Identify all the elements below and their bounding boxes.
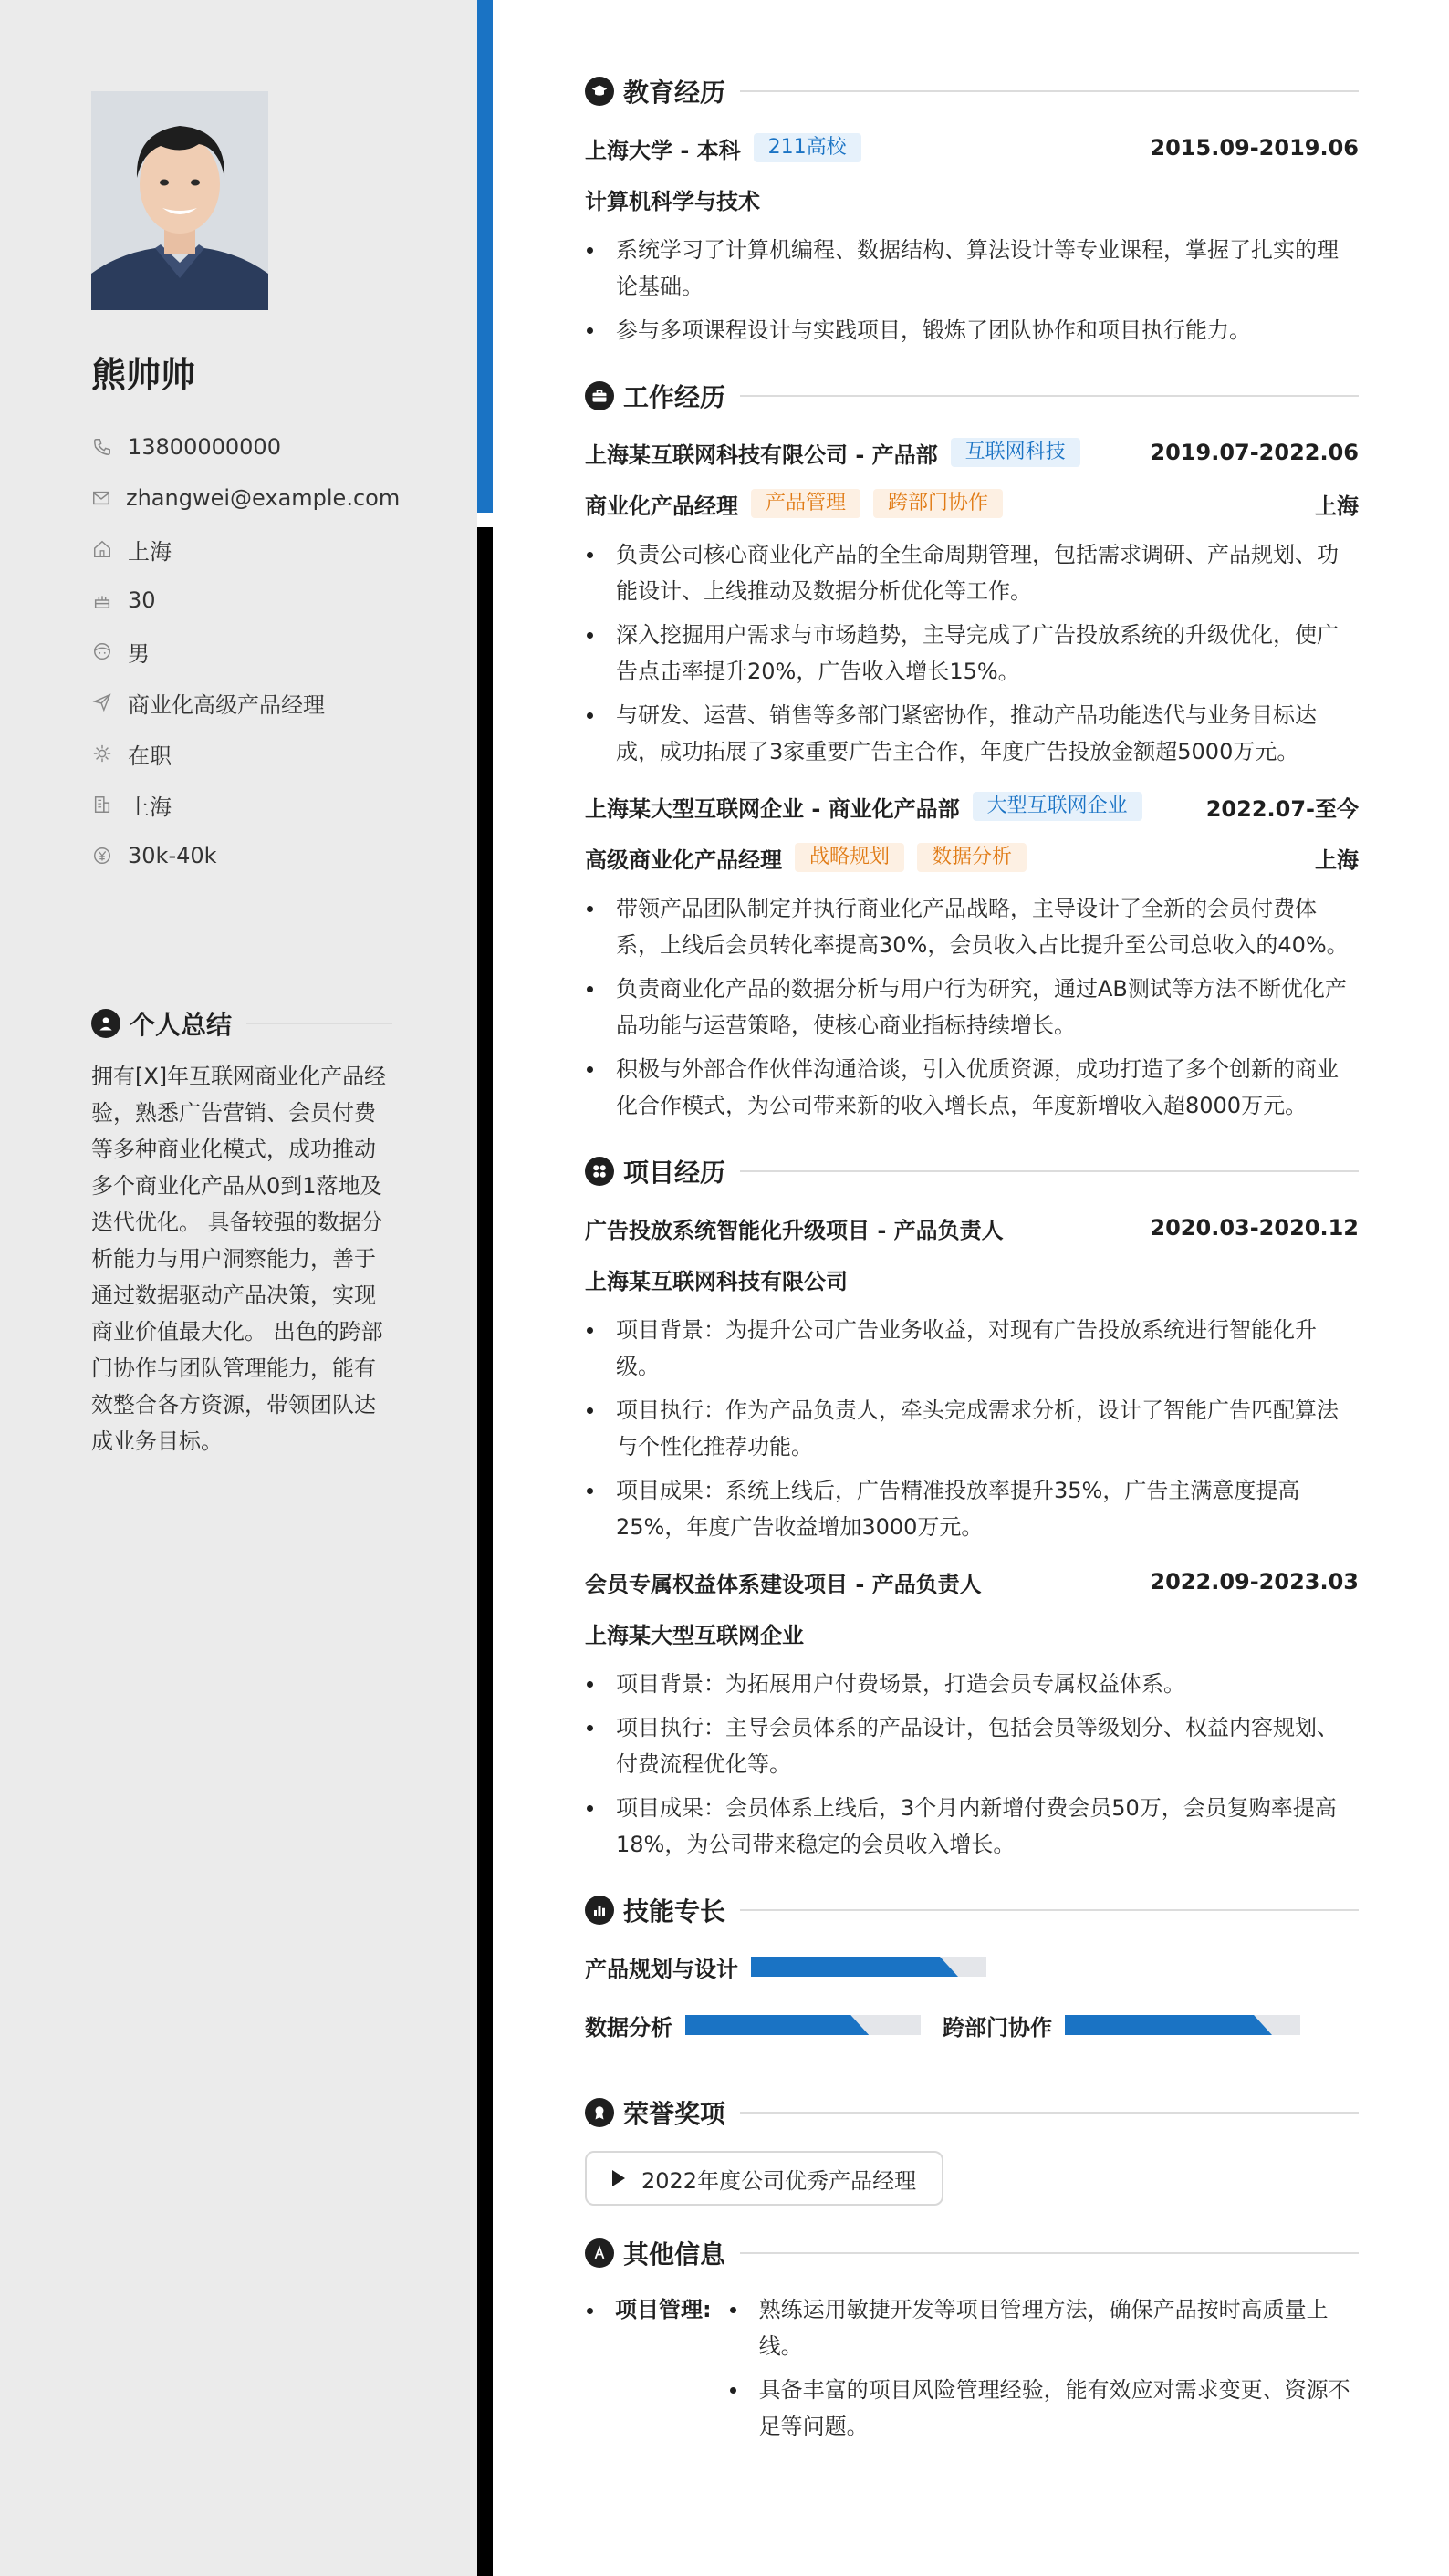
section-title: 个人总结 [130,1010,233,1040]
other-label: 项目管理: [615,2297,712,2322]
graduation-cap-icon [585,77,614,106]
skills-section [585,1892,1359,2065]
section-title: 技能专长 [623,1896,726,1927]
list-item: 熟练运用敏捷开发等项目管理方法，确保产品按时高质量上线。 [728,2291,1359,2364]
skills-heading [585,1892,1359,1928]
bullet-dot [587,2308,593,2314]
project-org: 上海某互联网科技有限公司 [585,1268,848,1294]
other-section [585,2235,1359,2470]
award-item[interactable] [585,2151,943,2206]
project-name: 广告投放系统智能化升级项目 - 产品负责人 [585,1217,1004,1243]
company-name: 上海某互联网科技有限公司 - 产品部 [585,441,938,468]
info-age [91,575,392,626]
awards-heading [585,2094,1359,2131]
list-item: 项目成果：会员体系上线后，3个月内新增付费会员50万，会员复购率提高18%，为公司带来稳定的会员收入增长。 [585,1790,1359,1863]
projects-section [585,1153,1359,1863]
project-bullets [585,1312,1359,1545]
section-title: 项目经历 [623,1158,726,1188]
skill-tag: 数据分析 [917,843,1027,872]
education-section [585,73,1359,348]
job-header-row [585,788,1359,825]
section-title: 荣誉奖项 [623,2099,726,2129]
avatar [91,91,268,310]
info-work-city [91,779,392,830]
skill-label: 跨部门协作 [943,2014,1052,2041]
info-text: 13800000000 [128,434,281,460]
skill-item [943,2007,1300,2043]
major-row [585,181,1359,217]
section-divider [740,1909,1359,1911]
skill-bar-fill [751,1957,958,1977]
list-item: 深入挖掘用户需求与市场趋势，主导完成了广告投放系统的升级优化，使广告点击率提升20%，广告收入增长15%。 [585,617,1359,690]
company-tag: 大型互联网企业 [973,792,1142,821]
skill-bar [751,1957,986,1977]
candidate-name: 熊帅帅 [91,355,196,395]
job-role-row [585,485,1359,522]
company-tag: 互联网科技 [951,438,1080,467]
other-heading [585,2235,1359,2271]
job-bullets [585,536,1359,770]
project-org: 上海某大型互联网企业 [585,1622,804,1648]
project-date: 2020.03-2020.12 [1150,1215,1359,1241]
gender-icon [91,640,113,662]
status-icon [91,743,113,764]
awards-section [585,2094,1359,2235]
job-date: 2022.07-至今 [1205,795,1359,822]
project-org-row [585,1261,1359,1297]
major: 计算机科学与技术 [585,188,760,214]
list-item: 参与多项课程设计与实践项目，锻炼了团队协作和项目执行能力。 [585,312,1359,348]
education-header-row [585,130,1359,166]
skill-item [585,2007,921,2043]
project-header-row [585,1563,1359,1600]
job-location: 上海 [1315,847,1359,873]
company-name: 上海某大型互联网企业 - 商业化产品部 [585,795,960,822]
education-heading [585,73,1359,109]
project-name: 会员专属权益体系建设项目 - 产品负责人 [585,1571,982,1597]
other-bullets [728,2291,1359,2452]
job-role-row [585,839,1359,876]
job-location: 上海 [1315,493,1359,519]
section-divider [740,2112,1359,2114]
job-role: 商业化产品经理 [585,493,738,519]
list-item: 负责公司核心商业化产品的全生命周期管理，包括需求调研、产品规划、功能设计、上线推动及数据分析优化等工作。 [585,536,1359,609]
section-divider [740,395,1359,397]
skill-tag: 跨部门协作 [873,489,1003,518]
skill-label: 数据分析 [585,2014,672,2041]
summary-heading [91,1005,392,1042]
skill-tag: 战略规划 [795,843,904,872]
school-name: 上海大学 - 本科 [585,137,741,163]
info-salary [91,830,392,881]
school-tag: 211高校 [754,133,861,162]
info-text: 上海 [128,538,172,565]
section-divider [246,1023,392,1024]
accent-bar-blue [477,0,493,513]
avatar-portrait [91,91,268,310]
award-icon [585,2098,614,2127]
info-text: 在职 [128,743,172,769]
send-icon [91,691,113,713]
section-divider [740,90,1359,92]
phone-icon [91,436,113,458]
contact-info-list [91,421,401,881]
project-date: 2022.09-2023.03 [1150,1569,1359,1594]
list-item: 项目背景：为提升公司广告业务收益，对现有广告投放系统进行智能化升级。 [585,1312,1359,1385]
salary-icon [91,845,113,867]
info-text: 上海 [128,794,172,820]
list-item: 系统学习了计算机编程、数据结构、算法设计等专业课程，掌握了扎实的理论基础。 [585,232,1359,305]
list-item: 带领产品团队制定并执行商业化产品战略，主导设计了全新的会员付费体系，上线后会员转化率提高30%，会员收入占比提升至公司总收入的40%。 [585,890,1359,963]
play-icon [612,2170,625,2186]
section-title: 其他信息 [623,2239,726,2270]
job-entry [585,434,1359,770]
education-date: 2015.09-2019.06 [1150,135,1359,161]
skill-tag: 产品管理 [751,489,860,518]
info-icon [585,2238,614,2268]
list-item: 负责商业化产品的数据分析与用户行为研究，通过AB测试等方法不断优化产品功能与运营策略，使核心商业指标持续增长。 [585,971,1359,1044]
skill-item [585,1948,986,1985]
skills-list [585,1948,1359,2065]
skill-bar-fill [685,2015,869,2035]
section-title: 工作经历 [623,382,726,412]
project-entry [585,1563,1359,1863]
grid-icon [585,1157,614,1186]
work-heading [585,378,1359,414]
list-item: 积极与外部合作伙伴沟通洽谈，引入优质资源，成功打造了多个创新的商业化合作模式，为公司带来新的收入增长点，年度新增收入超8000万元。 [585,1051,1359,1124]
job-role: 高级商业化产品经理 [585,847,782,873]
summary-section [91,1005,392,1459]
info-text: 30 [128,587,156,613]
project-org-row [585,1615,1359,1651]
skill-bar [685,2015,921,2035]
home-icon [91,538,113,560]
list-item: 项目背景：为拓展用户付费场景，打造会员专属权益体系。 [585,1666,1359,1702]
job-header-row [585,434,1359,471]
info-status [91,728,392,779]
info-text: 30k-40k [128,843,217,868]
list-item: 项目执行：作为产品负责人，牵头完成需求分析，设计了智能广告匹配算法与个性化推荐功能。 [585,1392,1359,1465]
section-divider [740,1170,1359,1172]
info-text: zhangwei@example.com [126,485,401,511]
work-section [585,378,1359,1124]
skill-bar-fill [1065,2015,1272,2035]
info-position [91,677,392,728]
section-divider [740,2252,1359,2254]
projects-heading [585,1153,1359,1189]
skill-label: 产品规划与设计 [585,1956,738,1982]
other-item [585,2291,1359,2470]
list-item: 具备丰富的项目风险管理经验，能有效应对需求变更、资源不足等问题。 [728,2372,1359,2445]
education-bullets [585,232,1359,348]
info-gender [91,626,392,677]
list-item: 与研发、运营、销售等多部门紧密协作，推动产品功能迭代与业务目标达成，成功拓展了3家重要广告主合作，年度广告投放金额超5000万元。 [585,697,1359,770]
job-entry [585,788,1359,1124]
mail-icon [91,487,111,509]
award-text: 2022年度公司优秀产品经理 [641,2167,917,2194]
skill-bar [1065,2015,1300,2035]
info-text: 商业化高级产品经理 [128,691,325,718]
info-phone [91,421,392,473]
job-date: 2019.07-2022.06 [1150,440,1359,465]
accent-bar-black [477,527,493,2576]
info-city [91,524,392,575]
project-entry [585,1210,1359,1545]
main-content [585,73,1359,2470]
summary-text: 拥有[X]年互联网商业化产品经验，熟悉广告营销、会员付费等多种商业化模式，成功推动多个商业化产品从0到1落地及迭代优化。 具备较强的数据分析能力与用户洞察能力，善于通过数据驱动产品决策，实现商业价值最大化。 出色的跨部门协作与团队管理能力，能有效整合各方资源，带领团队达成业务目标。 [91,1064,387,1454]
accent-bar-gap [477,513,493,527]
project-bullets [585,1666,1359,1863]
section-title: 教育经历 [623,78,726,108]
project-header-row [585,1210,1359,1246]
info-text: 男 [128,640,150,667]
list-item: 项目执行：主导会员体系的产品设计，包括会员等级划分、权益内容规划、付费流程优化等。 [585,1709,1359,1782]
building-icon [91,794,113,815]
job-bullets [585,890,1359,1124]
info-email [91,473,401,524]
list-item: 项目成果：系统上线后，广告精准投放率提升35%，广告主满意度提高25%，年度广告收益增加3000万元。 [585,1472,1359,1545]
bar-chart-icon [585,1896,614,1925]
briefcase-icon [585,381,614,410]
cake-icon [91,589,113,611]
user-icon [91,1009,120,1038]
